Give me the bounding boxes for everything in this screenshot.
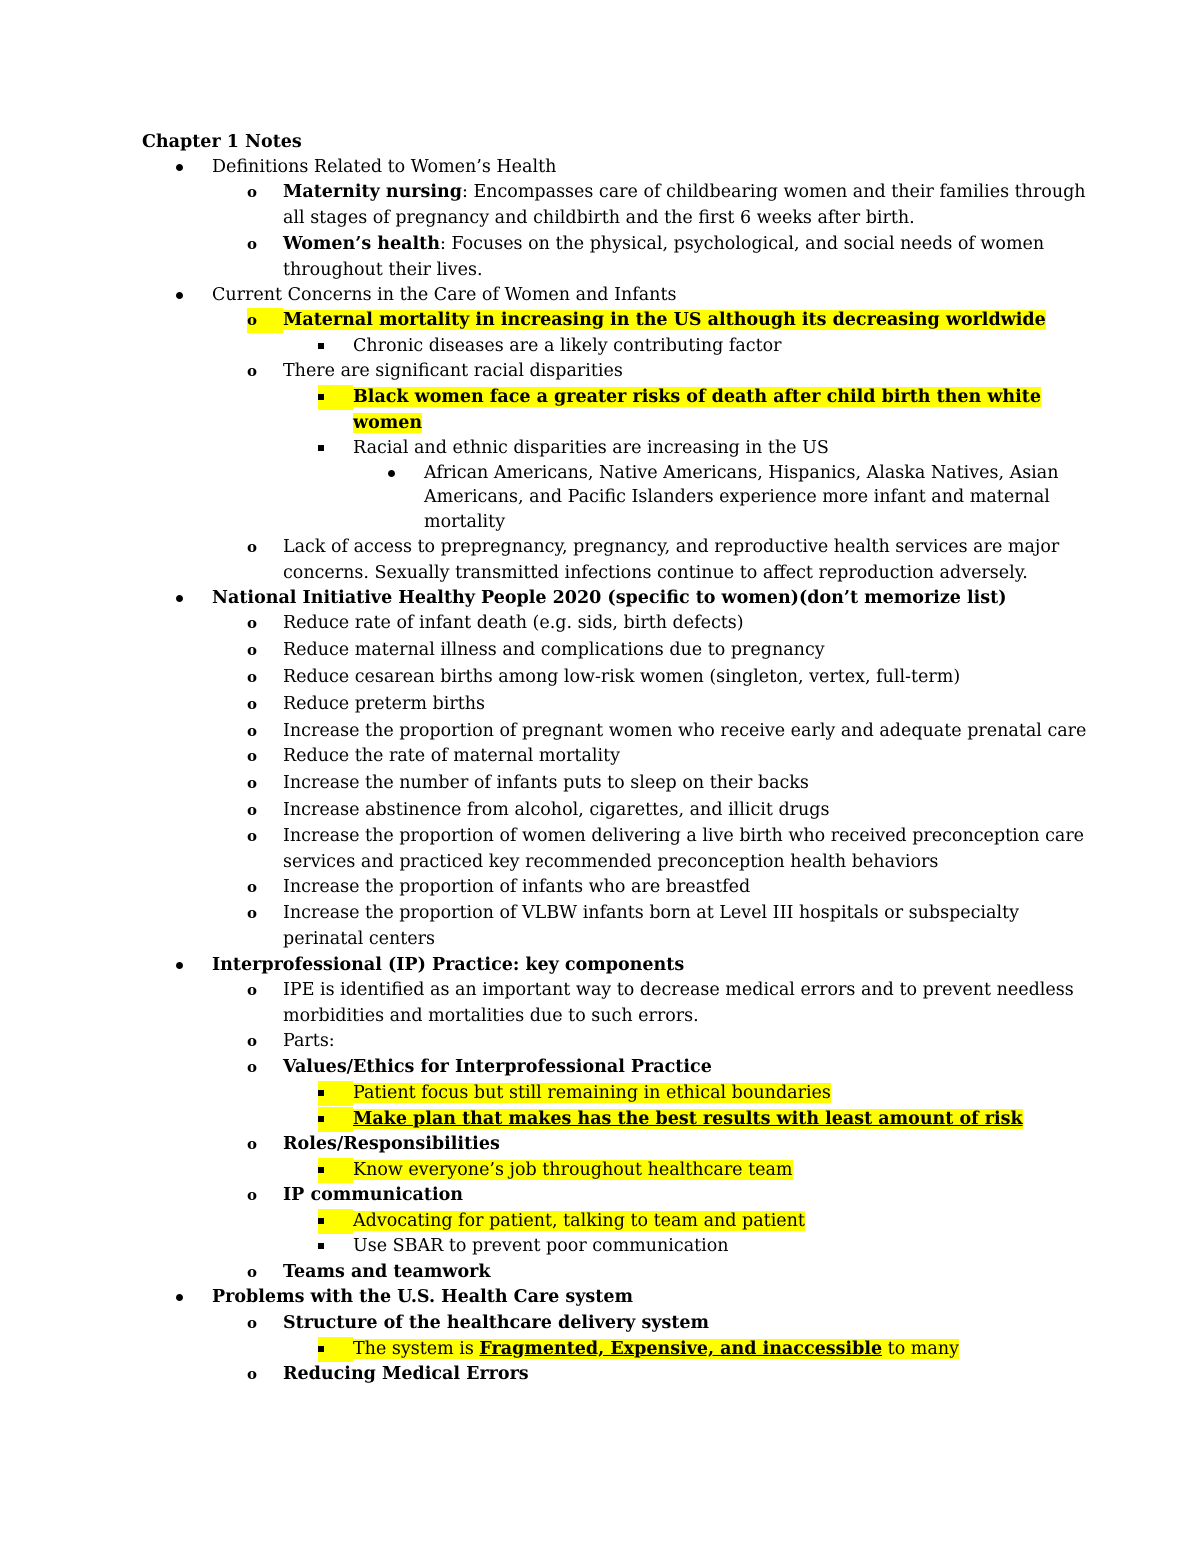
note-text: services and practiced key recommended preconception health behaviors [283,852,939,872]
bullet-square-icon [318,1081,353,1106]
bullet-o-glyph: o [247,641,258,659]
note-text: Problems with the U.S. Health Care system [212,1287,633,1307]
note-text: Increase the proportion of women delivering a live birth who received preconception care [283,826,1085,846]
note-line [283,665,960,690]
note-line [283,258,483,283]
note-line [283,535,1059,560]
note-text: Patient focus but still remaining in ethical boundaries [353,1083,831,1103]
bullet-square-icon [318,1107,353,1132]
note-line [353,334,782,359]
bullet-circle-icon [247,1183,283,1208]
note-text: Increase abstinence from alcohol, cigarettes, and illicit drugs [283,800,830,820]
note-line [212,155,556,180]
bullet-o-glyph: o [247,1135,258,1153]
note-line [212,1285,633,1310]
note-text: Roles/Responsibilities [283,1134,500,1154]
note-line [353,1081,831,1106]
note-text: women [353,413,423,433]
note-text: IPE is identified as an important way to decrease medical errors and to prevent needless [283,980,1074,1000]
bullet-circle-icon [247,692,283,717]
bullet-square-icon [318,1209,353,1234]
note-text: There are significant racial disparities [283,361,623,381]
note-line [283,850,938,875]
note-line [283,638,825,663]
note-text: Lack of access to prepregnancy, pregnancy, and reproductive health services are major [283,537,1060,557]
bullet-square-icon [318,436,353,461]
bullet-circle-icon [247,638,283,663]
note-line [283,927,435,952]
note-line [424,485,1050,510]
note-text: IP communication [283,1185,464,1205]
bullet-o-glyph: o [247,878,258,896]
note-line [283,359,623,384]
note-text: Know everyone’s job throughout healthcare team [353,1160,793,1180]
bullet-circle-icon [247,1029,283,1054]
bullet-square-icon [318,1337,353,1362]
note-text: throughout their lives. [283,260,483,280]
bullet-circle-icon [247,232,283,257]
note-text: Americans, and Pacific Islanders experience more infant and maternal [424,487,1050,507]
bullet-o-glyph: o [247,827,258,845]
note-text: Definitions Related to Women’s Health [212,157,557,177]
note-line [283,1055,712,1080]
bullet-o-glyph: o [247,1365,258,1383]
bullet-o-glyph: o [247,981,258,999]
note-text: Current Concerns in the Care of Women and Infants [212,285,677,305]
note-text: Chronic diseases are a likely contributing factor [353,336,782,356]
bullet-circle-icon [247,744,283,769]
note-text: : Focuses on the physical, psychological, and social needs of women [439,234,1045,254]
note-line [283,1260,491,1285]
bullet-o-glyph: o [247,235,258,253]
bullet-circle-icon [247,824,283,849]
bullet-o-glyph: o [247,1314,258,1332]
note-text: Maternal mortality in increasing in the US although its decreasing worldwide [283,310,1046,330]
note-text: Fragmented, Expensive, and inaccessible [479,1339,883,1359]
note-line [283,798,830,823]
note-text: Increase the proportion of VLBW infants born at Level III hospitals or subspecialty [283,903,1019,923]
note-line [283,978,1074,1003]
bullet-o-glyph: o [247,1032,258,1050]
note-text: concerns. Sexually transmitted infections continue to affect reproduction adversely. [283,563,1028,583]
note-text: Parts: [283,1031,335,1051]
note-text: Black women face a greater risks of death after child birth then white [353,387,1042,407]
note-line [283,744,620,769]
note-text: Maternity nursing [283,182,462,202]
bullet-circle-icon [247,308,283,333]
note-text: Increase the proportion of infants who are breastfed [283,877,751,897]
note-line [283,771,809,796]
note-line [353,385,1041,410]
bullet-dot-icon [176,1285,212,1310]
bullet-circle-icon [247,1260,283,1285]
note-text: Reduce cesarean births among low-risk women (singleton, vertex, full-term) [283,667,961,687]
bullet-circle-icon [247,978,283,1003]
note-line [283,1362,529,1387]
bullet-circle-icon [247,798,283,823]
note-line [353,1234,729,1259]
note-line [353,1337,959,1362]
note-line [283,692,485,717]
note-text: Reduce maternal illness and complications due to pregnancy [283,640,825,660]
note-line [212,953,684,978]
bullet-dot-icon [176,586,212,611]
note-text: : Encompasses care of childbearing women and their families through [462,182,1086,202]
note-text: Chapter 1 Notes [142,132,302,152]
note-text: Use SBAR to prevent poor communication [353,1236,729,1256]
note-line [283,824,1084,849]
bullet-circle-icon [247,611,283,636]
bullet-dot-icon [176,155,212,180]
bullet-dot-icon [388,461,424,486]
note-text: Women’s health [283,234,440,254]
note-line [212,586,1007,611]
bullet-square-icon [318,1158,353,1183]
bullet-o-glyph: o [247,538,258,556]
note-line [283,561,1028,586]
note-line [283,611,744,636]
bullet-o-glyph: o [247,801,258,819]
note-text: perinatal centers [283,929,436,949]
note-line [353,436,829,461]
note-text: Racial and ethnic disparities are increasing in the US [353,438,829,458]
note-line [212,283,676,308]
bullet-circle-icon [247,901,283,926]
bullet-circle-icon [247,359,283,384]
note-line [424,461,1059,486]
note-text: Reducing Medical Errors [283,1364,529,1384]
bullet-dot-icon [176,953,212,978]
note-line [283,1311,709,1336]
bullet-dot-icon [176,283,212,308]
note-line [424,510,505,535]
note-text: Structure of the healthcare delivery system [283,1313,710,1333]
note-line [283,875,750,900]
bullet-circle-icon [247,1132,283,1157]
bullet-o-glyph: o [247,722,258,740]
bullet-o-glyph: o [247,362,258,380]
note-text: The system is [353,1339,480,1359]
note-text: Values/Ethics for Interprofessional Practice [283,1057,712,1077]
document-title [142,130,302,155]
bullet-o-glyph: o [247,668,258,686]
note-text: Increase the number of infants puts to sleep on their backs [283,773,809,793]
bullet-circle-icon [247,1311,283,1336]
bullet-circle-icon [247,1055,283,1080]
note-text: to many [882,1339,959,1359]
bullet-o-glyph: o [247,747,258,765]
note-line [353,1158,793,1183]
bullet-o-glyph: o [247,695,258,713]
note-line [283,180,1086,205]
bullet-o-glyph: o [247,311,258,329]
note-line [283,206,915,231]
note-line [283,1004,699,1029]
bullet-square-icon [318,385,353,410]
note-line [283,1029,335,1054]
bullet-square-icon [318,1234,353,1259]
note-line [353,1107,1023,1132]
bullet-o-glyph: o [247,614,258,632]
bullet-circle-icon [247,535,283,560]
note-line [283,1132,500,1157]
note-text: African Americans, Native Americans, Hispanics, Alaska Natives, Asian [424,463,1059,483]
note-text: Advocating for patient, talking to team and patient [353,1211,805,1231]
note-text: Increase the proportion of pregnant women who receive early and adequate prenatal care [283,721,1087,741]
note-text: morbidities and mortalities due to such errors. [283,1006,699,1026]
note-text: Make plan that makes has the best results with least amount of risk [353,1109,1023,1129]
note-line [283,901,1019,926]
bullet-o-glyph: o [247,774,258,792]
note-text: Interprofessional (IP) Practice: key components [212,955,685,975]
bullet-circle-icon [247,1362,283,1387]
bullet-o-glyph: o [247,1058,258,1076]
note-text: all stages of pregnancy and childbirth and the first 6 weeks after birth. [283,208,915,228]
bullet-o-glyph: o [247,1263,258,1281]
note-line [353,1209,805,1234]
note-line [283,1183,463,1208]
note-line [283,232,1044,257]
note-line [353,411,422,436]
note-text: National Initiative Healthy People 2020 (specific to women)(don’t memorize list) [212,588,1007,608]
bullet-square-icon [318,334,353,359]
note-text: Reduce the rate of maternal mortality [283,746,620,766]
note-text: Reduce preterm births [283,694,486,714]
bullet-circle-icon [247,180,283,205]
bullet-circle-icon [247,771,283,796]
bullet-circle-icon [247,875,283,900]
bullet-o-glyph: o [247,1186,258,1204]
note-line [283,719,1086,744]
note-text: mortality [424,512,506,532]
bullet-o-glyph: o [247,183,258,201]
bullet-o-glyph: o [247,904,258,922]
note-text: Teams and teamwork [283,1262,491,1282]
note-text: Reduce rate of infant death (e.g. sids, birth defects) [283,613,744,633]
bullet-circle-icon [247,665,283,690]
bullet-circle-icon [247,719,283,744]
note-line [283,308,1046,333]
